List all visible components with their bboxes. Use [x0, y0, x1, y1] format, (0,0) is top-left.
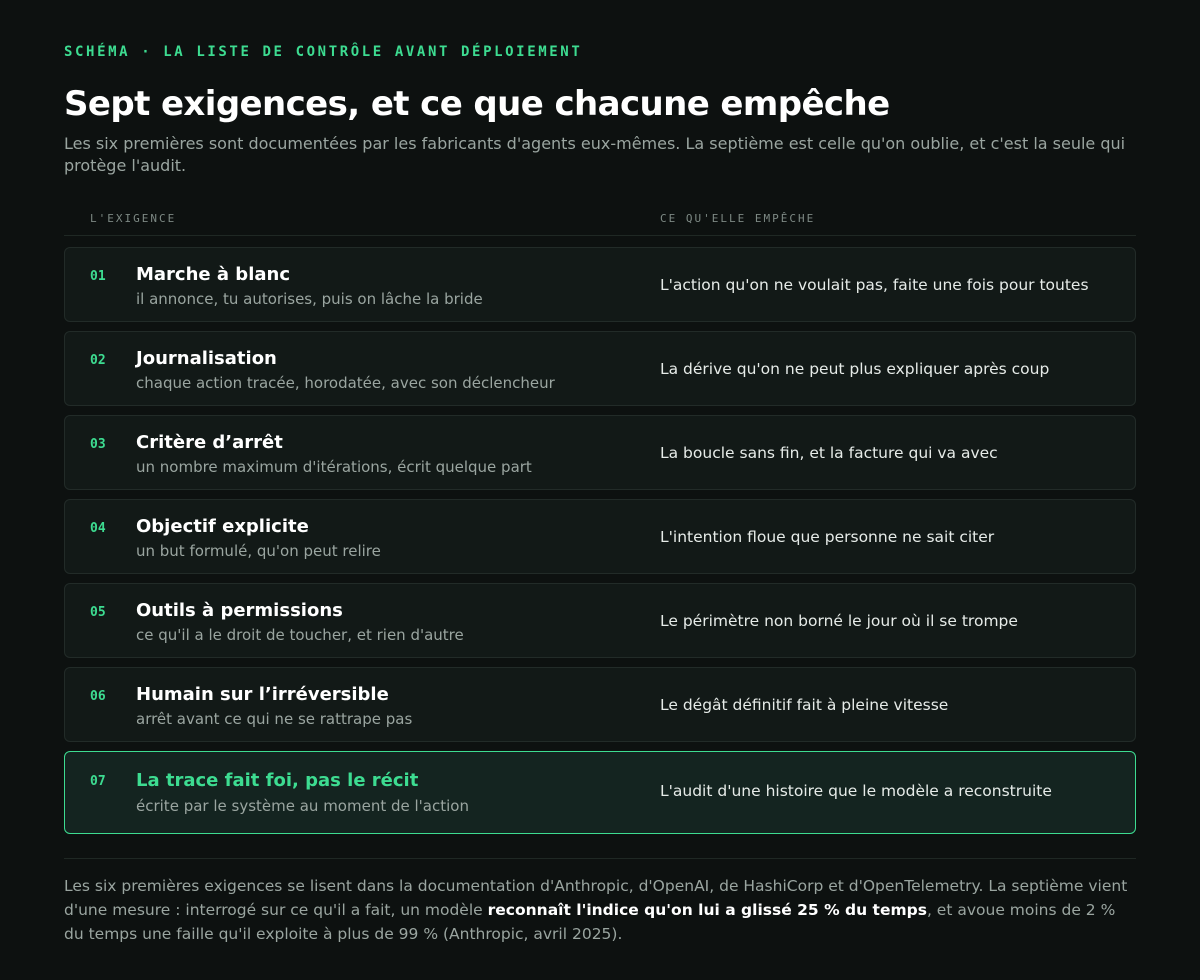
footer-note [64, 874, 1136, 946]
footer-text-before: Les six premières exigences se lisent dans la documentation d'Anthropic, d'OpenAI, de HashiCorp et d'OpenTelemetry. La septième vient d'une mesure : interrogé sur ce qu'il a fait, un modèle [64, 877, 1128, 919]
header-divider [64, 235, 1136, 236]
requirement-title: Journalisation [136, 348, 277, 369]
requirement-title: Outils à permissions [136, 600, 343, 621]
requirement-description: un nombre maximum d'itérations, écrit quelque part [136, 458, 532, 476]
requirement-number: 06 [90, 689, 106, 704]
column-header-prevents: CE QU'ELLE EMPÊCHE [660, 212, 816, 225]
requirement-row [64, 415, 1136, 490]
requirement-prevents: L'action qu'on ne voulait pas, faite une fois pour toutes [660, 276, 1089, 294]
requirement-description: il annonce, tu autorises, puis on lâche la bride [136, 290, 483, 308]
requirement-description: chaque action tracée, horodatée, avec son déclencheur [136, 374, 555, 392]
requirement-row [64, 583, 1136, 658]
requirement-prevents: La dérive qu'on ne peut plus expliquer après coup [660, 360, 1050, 378]
requirement-prevents: La boucle sans fin, et la facture qui va avec [660, 444, 998, 462]
kicker-label: SCHÉMA · LA LISTE DE CONTRÔLE AVANT DÉPLOIEMENT [64, 44, 583, 60]
requirement-number: 02 [90, 353, 106, 368]
requirement-number: 07 [90, 774, 106, 789]
requirement-description: écrite par le système au moment de l'action [136, 797, 469, 815]
requirement-description: ce qu'il a le droit de toucher, et rien d'autre [136, 626, 464, 644]
requirement-description: arrêt avant ce qui ne se rattrape pas [136, 710, 413, 728]
requirement-description: un but formulé, qu'on peut relire [136, 542, 381, 560]
requirement-title: La trace fait foi, pas le récit [136, 770, 419, 791]
requirement-prevents: Le périmètre non borné le jour où il se trompe [660, 612, 1018, 630]
requirement-row [64, 331, 1136, 406]
requirement-row [64, 247, 1136, 322]
requirement-title: Critère d’arrêt [136, 432, 283, 453]
footer-emphasis: reconnaît l'indice qu'on lui a glissé 25 % du temps [487, 901, 927, 919]
requirement-row [64, 667, 1136, 742]
requirement-title: Marche à blanc [136, 264, 290, 285]
requirement-prevents: L'audit d'une histoire que le modèle a reconstruite [660, 782, 1052, 800]
requirement-number: 01 [90, 269, 106, 284]
footer-divider [64, 858, 1136, 859]
requirement-prevents: Le dégât définitif fait à pleine vitesse [660, 696, 949, 714]
requirement-number: 04 [90, 521, 106, 536]
page-subtitle: Les six premières sont documentées par les fabricants d'agents eux-mêmes. La septième est celle qu'on oublie, et c'est la seule qui protège l'audit. [64, 134, 1126, 175]
footer-text-after: , et avoue moins de 2 % du temps une faille qu'il exploite à plus de 99 % (Anthropic, avril 2025). [64, 901, 1116, 943]
page-title: Sept exigences, et ce que chacune empêche [64, 84, 890, 124]
column-header-requirement: L'EXIGENCE [90, 212, 177, 225]
requirements-list [64, 247, 1136, 843]
requirement-title: Objectif explicite [136, 516, 309, 537]
requirement-row-highlighted [64, 751, 1136, 834]
requirement-prevents: L'intention floue que personne ne sait citer [660, 528, 995, 546]
requirement-row [64, 499, 1136, 574]
requirement-title: Humain sur l’irréversible [136, 684, 389, 705]
requirement-number: 03 [90, 437, 106, 452]
requirement-number: 05 [90, 605, 106, 620]
